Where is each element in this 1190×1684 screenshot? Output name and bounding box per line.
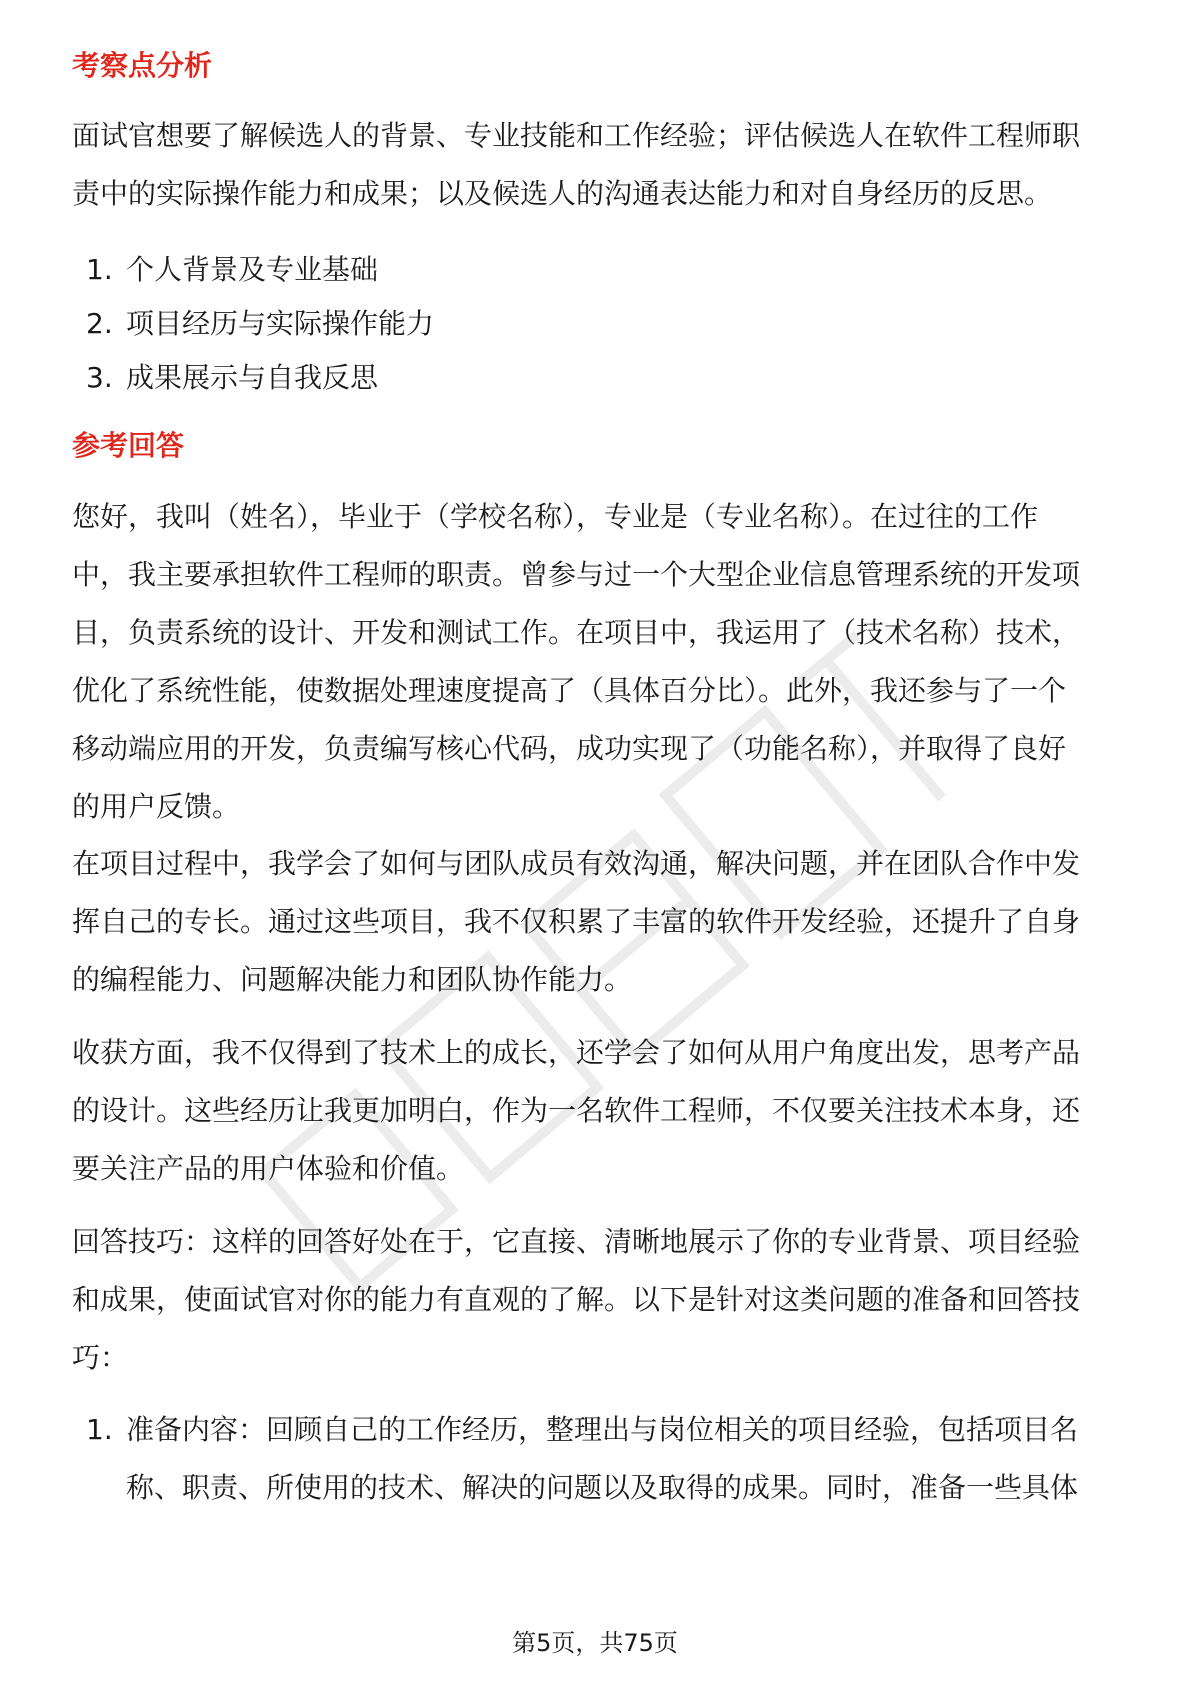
- list-number: 1.: [86, 253, 113, 286]
- answer-paragraph-1: [72, 488, 1122, 836]
- text-line: 和成果，使面试官对你的能力有直观的了解。以下是针对这类问题的准备和回答技: [72, 1283, 1081, 1316]
- list-item: [86, 358, 378, 398]
- list-item: [86, 250, 378, 290]
- text-line: 的设计。这些经历让我更加明白，作为一名软件工程师，不仅要关注技术本身，还: [72, 1094, 1081, 1127]
- analysis-intro-paragraph: [72, 107, 1122, 223]
- answer-paragraph-3: [72, 1024, 1122, 1198]
- text-line: 的编程能力、问题解决能力和团队协作能力。: [72, 963, 633, 996]
- answer-paragraph-2: [72, 835, 1122, 1009]
- text-line: 中，我主要承担软件工程师的职责。曾参与过一个大型企业信息管理系统的开发项: [72, 558, 1081, 591]
- page-number-footer: 第5页，共75页: [512, 1629, 678, 1657]
- text-line: 称、职责、所使用的技术、解决的问题以及取得的成果。同时，准备一些具体: [126, 1471, 1079, 1504]
- list-number: 1.: [86, 1413, 113, 1446]
- text-line: 责中的实际操作能力和成果；以及候选人的沟通表达能力和对自身经历的反思。: [72, 177, 1053, 210]
- text-line: 在项目过程中，我学会了如何与团队成员有效沟通，解决问题，并在团队合作中发: [72, 847, 1081, 880]
- section-heading-reference-answer: 参考回答: [72, 429, 185, 462]
- answer-tips-paragraph: [72, 1213, 1122, 1387]
- text-line: 挥自己的专长。通过这些项目，我不仅积累了丰富的软件开发经验，还提升了自身: [72, 905, 1081, 938]
- text-line: 面试官想要了解候选人的背景、专业技能和工作经验；评估候选人在软件工程师职: [72, 119, 1081, 152]
- text-line: 收获方面，我不仅得到了技术上的成长，还学会了如何从用户角度出发，思考产品: [72, 1036, 1081, 1069]
- text-line: 移动端应用的开发，负责编写核心代码，成功实现了（功能名称），并取得了良好: [72, 732, 1067, 765]
- list-item: [86, 304, 434, 344]
- list-number: 2.: [86, 307, 113, 340]
- text-line: 的用户反馈。: [72, 790, 241, 823]
- section-heading-analysis: 考察点分析: [72, 49, 213, 82]
- text-line: 优化了系统性能，使数据处理速度提高了（具体百分比）。此外，我还参与了一个: [72, 674, 1067, 707]
- list-text: 成果展示与自我反思: [126, 361, 379, 394]
- text-line: 巧：: [72, 1341, 129, 1374]
- text-line: 目，负责系统的设计、开发和测试工作。在项目中，我运用了（技术名称）技术，: [72, 616, 1081, 649]
- text-line: 回答技巧：这样的回答好处在于，它直接、清晰地展示了你的专业背景、项目经验: [72, 1225, 1081, 1258]
- text-line: 要关注产品的用户体验和价值。: [72, 1152, 465, 1185]
- list-number: 3.: [86, 361, 113, 394]
- text-line: 您好，我叫（姓名），毕业于（学校名称），专业是（专业名称）。在过往的工作: [72, 500, 1039, 533]
- text-line: 准备内容：回顾自己的工作经历，整理出与岗位相关的项目经验，包括项目名: [126, 1413, 1079, 1446]
- list-text: 个人背景及专业基础: [126, 253, 379, 286]
- tip-list-item: [86, 1401, 1136, 1517]
- list-text: 项目经历与实际操作能力: [126, 307, 435, 340]
